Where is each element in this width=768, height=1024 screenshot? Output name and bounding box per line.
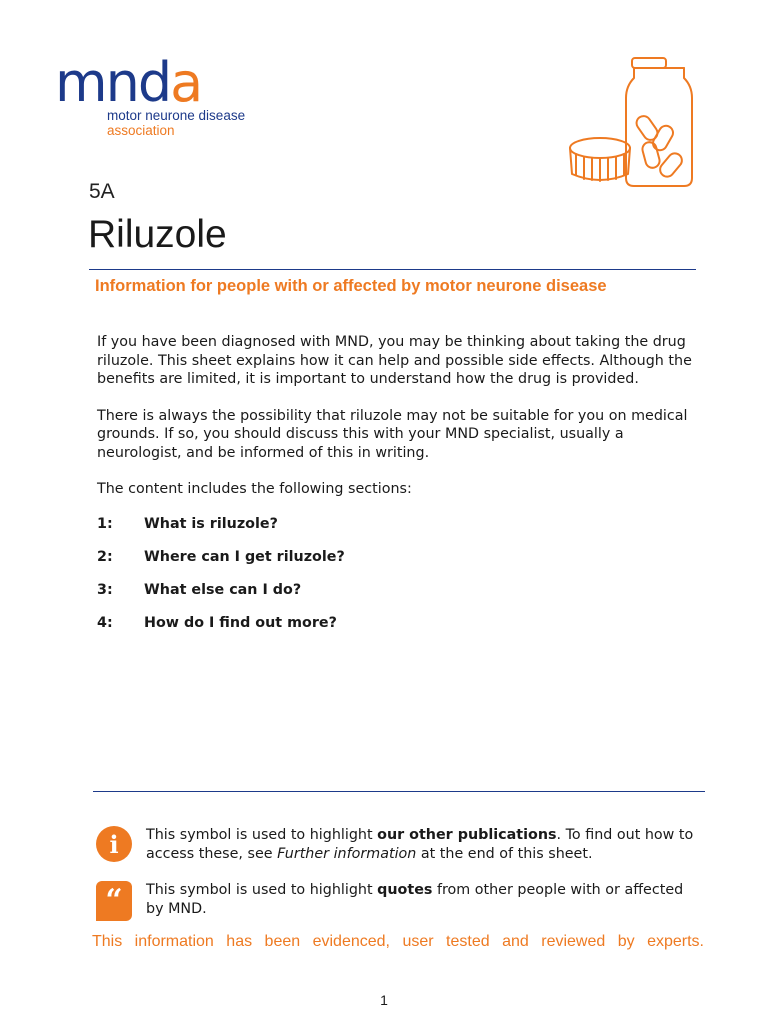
- intro-paragraph: There is always the possibility that riluzole may not be suitable for you on medical grounds. If so, you should discuss this with your MND specialist, usually a neurologist, and be informed of this in writing.: [97, 407, 688, 461]
- quote-symbol-text: This symbol is used to highlight quotes from other people with or affected by MND.: [146, 882, 684, 917]
- section-item: [97, 549, 657, 582]
- quote-symbol-row: [96, 881, 696, 921]
- intro-paragraph: If you have been diagnosed with MND, you may be thinking about taking the drug riluzole. This sheet explains how it can help and possible side effects. Although the benefits are limited, it is important to understand how the drug is provided.: [97, 334, 692, 387]
- subtitle: Information for people with or affected by motor neurone disease: [95, 277, 607, 295]
- intro-paragraph: The content includes the following sections:: [97, 481, 412, 497]
- intro-text: [97, 333, 697, 517]
- section-item: [97, 516, 657, 549]
- evidence-statement: This information has been evidenced, user tested and reviewed by experts.: [92, 933, 704, 950]
- section-item: [97, 615, 657, 648]
- page-number: 1: [380, 992, 388, 1008]
- divider: [93, 791, 705, 792]
- logo-tagline-line2: association: [107, 123, 175, 138]
- document-code: 5A: [89, 180, 115, 203]
- logo-tagline-line1: motor neurone disease: [107, 108, 246, 123]
- pill-bottle-icon: [560, 50, 710, 205]
- info-icon: i: [96, 826, 132, 862]
- section-label: What else can I do?: [144, 582, 302, 598]
- section-number: 3:: [97, 582, 113, 598]
- page-title: Riluzole: [88, 213, 227, 256]
- logo-wordmark: mnda: [55, 51, 202, 114]
- quote-icon: “: [96, 881, 132, 921]
- info-symbol-row: [96, 826, 696, 863]
- section-label: Where can I get riluzole?: [144, 549, 345, 565]
- section-label: What is riluzole?: [144, 516, 278, 532]
- section-list: [97, 516, 657, 648]
- section-label: How do I find out more?: [144, 615, 337, 631]
- divider: [89, 269, 696, 270]
- section-item: [97, 582, 657, 615]
- mnda-logo: [55, 51, 246, 138]
- section-number: 1:: [97, 516, 113, 532]
- info-symbol-text: This symbol is used to highlight our other publications. To find out how to access these, see Further information at the end of this sheet.: [146, 827, 694, 862]
- section-number: 2:: [97, 549, 113, 565]
- section-number: 4:: [97, 615, 113, 631]
